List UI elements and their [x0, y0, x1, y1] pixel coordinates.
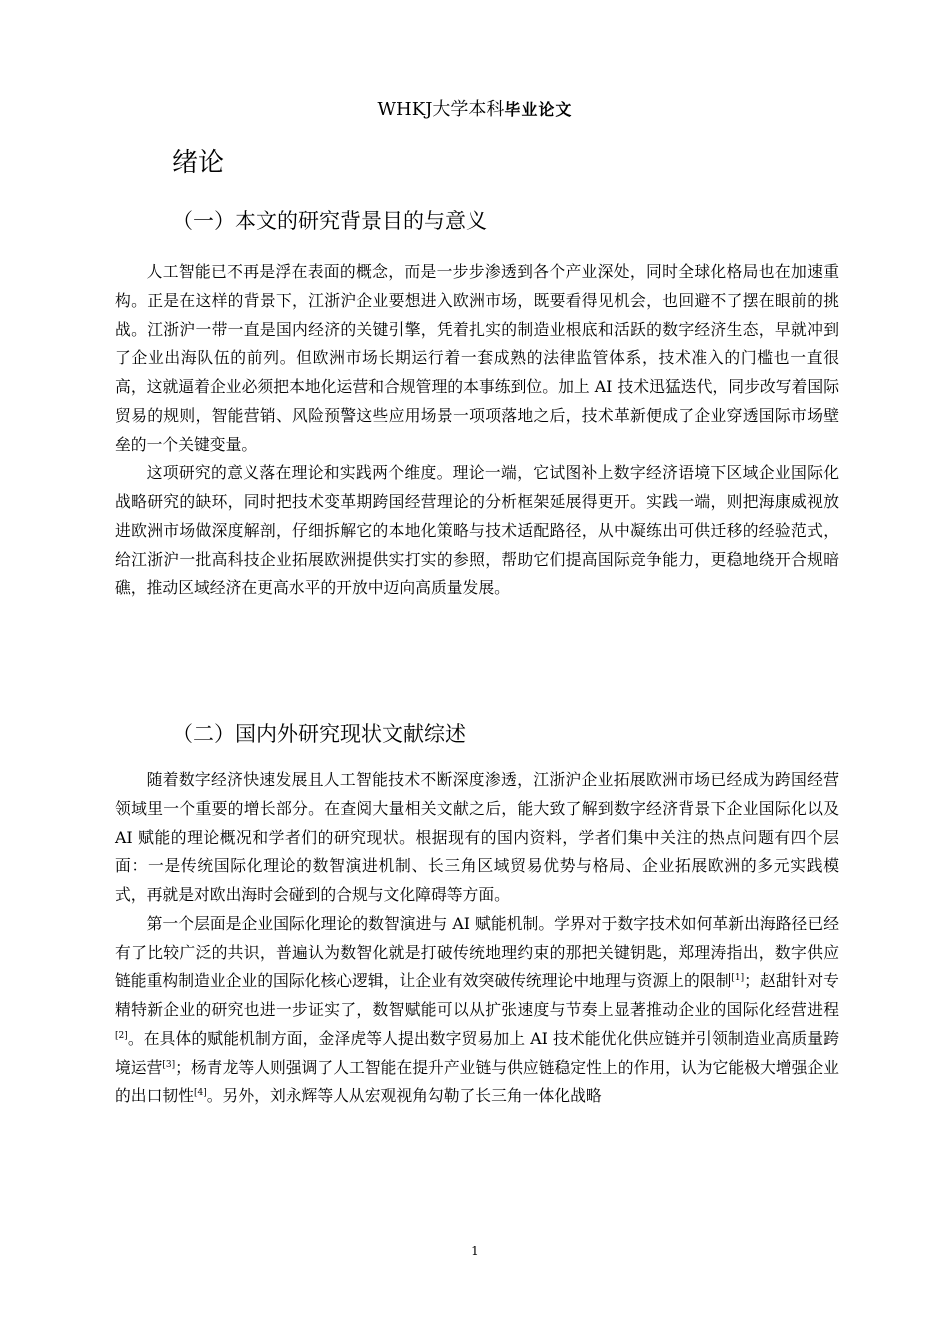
paragraph: 这项研究的意义落在理论和实践两个维度。理论一端，它试图补上数字经济语境下区域企业国际化战略研究的缺环，同时把技术变革期跨国经营理论的分析框架延展得更开。实践一端，则把海康威视放进欧洲市场做深度解剖，仔细拆解它的本地化策略与技术适配路径，从中凝练出可供迁移的经验范式，给江浙沪一批高科技企业拓展欧洲提供实打实的参照，帮助它们提高国际竞争能力，更稳地绕开合规暗礁，推动区域经济在更高水平的开放中迈向高质量发展。: [115, 463, 839, 598]
section-heading-1: （一）本文的研究背景目的与意义: [172, 209, 487, 233]
section-1-body: [115, 258, 839, 603]
header-title: WHKJ大学本科: [377, 99, 505, 120]
paragraph-text: 。在具体的赋能机制方面，金泽虎等人提出数字贸易加上 AI 技术能优化供应链并引领制造业高质量跨境运营: [115, 1028, 839, 1077]
citation[interactable]: [3]: [162, 1059, 176, 1070]
page-number: 1: [471, 1244, 479, 1258]
section-heading-2: （二）国内外研究现状文献综述: [172, 722, 466, 746]
paragraph-text: 第一个层面是企业国际化理论的数智演进与 AI 赋能机制。学界对于数字技术如何革新出海路径已经有了比较广泛的共识，普遍认为数智化就是打破传统地理约束的那把关键钥匙，郑理涛指出，数字供应链能重构制造业企业的国际化核心逻辑，让企业有效突破传统理论中地理与资源上的限制: [115, 913, 839, 991]
paragraph-text: ；赵甜针对专精特新企业的研究也进一步证实了，数智赋能可以从扩张速度与节奏上显著推动企业的国际化经营进程: [115, 971, 839, 1019]
citation[interactable]: [1]: [731, 973, 745, 984]
section-2-body: [115, 766, 839, 1111]
paragraph: 随着数字经济快速发展且人工智能技术不断深度渗透，江浙沪企业拓展欧洲市场已经成为跨国经营领域里一个重要的增长部分。在查阅大量相关文献之后，能大致了解到数字经济背景下企业国际化以及 AI 赋能的理论概况和学者们的研究现状。根据现有的国内资料，学者们集中关注的热点问题有四个层面：一是传统国际化理论的数智演进机制、长三角区域贸易优势与格局、企业拓展欧洲的多元实践模式，再就是对欧出海时会碰到的合规与文化障碍等方面。: [115, 770, 839, 904]
citation[interactable]: [4]: [194, 1088, 207, 1099]
paragraph: [115, 910, 839, 1111]
paragraph: 人工智能已不再是浮在表面的概念，而是一步步渗透到各个产业深处，同时全球化格局也在加速重构。正是在这样的背景下，江浙沪企业要想进入欧洲市场，既要看得见机会，也回避不了摆在眼前的挑战。江浙沪一带一直是国内经济的关键引擎，凭着扎实的制造业根底和活跃的数字经济生态，早就冲到了企业出海队伍的前列。但欧洲市场长期运行着一套成熟的法律监管体系，技术准入的门槛也一直很高，这就逼着企业必须把本地化运营和合规管理的本事练到位。加上 AI 技术迅猛迭代，同步改写着国际贸易的规则，智能营销、风险预警这些应用场景一项项落地之后，技术革新便成了企业穿透国际市场壁垒的一个关键变量。: [115, 262, 839, 454]
paragraph-text: ；杨青龙等人则强调了人工智能在提升产业链与供应链稳定性上的作用，认为它能极大增强企业的出口韧性: [115, 1057, 839, 1106]
paragraph-text: 。另外，刘永辉等人从宏观视角勾勒了长三角一体化战略: [206, 1086, 602, 1106]
citation[interactable]: [2]: [115, 1030, 128, 1041]
header-title-bold: 毕业论文: [504, 100, 573, 119]
chapter-title: 绪论: [172, 148, 225, 178]
running-header: [0, 95, 950, 121]
